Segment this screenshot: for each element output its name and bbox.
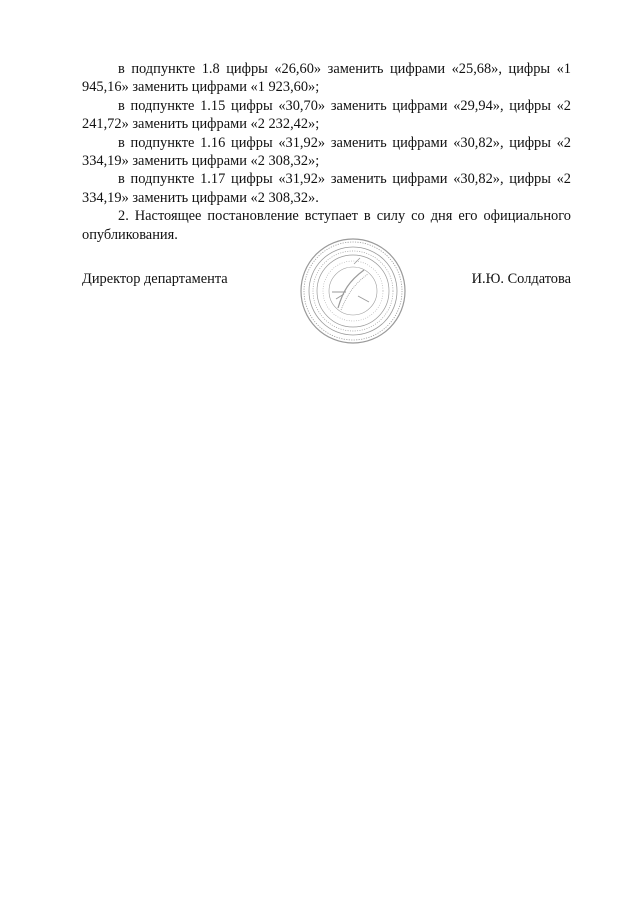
signatory-name: И.Ю. Солдатова: [471, 271, 571, 287]
official-seal-icon: [294, 236, 412, 346]
signature-block: [82, 236, 571, 346]
amendment-paragraph-1-17: в подпункте 1.17 цифры «31,92» заменить цифрами «30,82», цифры «2 334,19» заменить цифрами «2 308,32».: [82, 171, 571, 206]
amendment-paragraph-1-8: в подпункте 1.8 цифры «26,60» заменить цифрами «25,68», цифры «1 945,16» заменить цифрами «1 923,60»;: [82, 61, 571, 96]
signatory-title: Директор департамента: [82, 271, 228, 287]
document-body: [82, 60, 571, 244]
amendment-paragraph-1-16: в подпункте 1.16 цифры «31,92» заменить цифрами «30,82», цифры «2 334,19» заменить цифрами «2 308,32»;: [82, 134, 571, 170]
effective-date-paragraph: 2. Настоящее постановление вступает в силу со дня его официального опубликования.: [82, 208, 571, 243]
amendment-paragraph-1-15: в подпункте 1.15 цифры «30,70» заменить цифрами «29,94», цифры «2 241,72» заменить цифрами «2 232,42»;: [82, 97, 571, 133]
